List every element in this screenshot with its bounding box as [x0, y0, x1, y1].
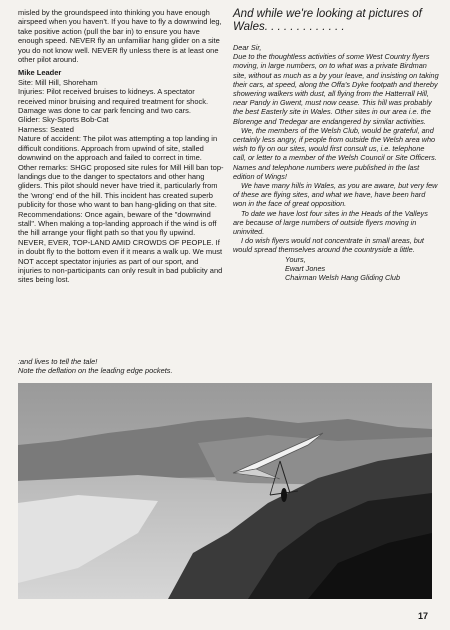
- report-remarks: Other remarks: SHGC proposed site rules for Mill Hill ban top-landings due to the danger to spectators and other hang gliders. This pilot should never have tried it, particularly from the 'wrong' end of the hill. This incident has created superb publicity for those who want to ban hang-gliding on that site.: [18, 162, 224, 210]
- report-heading: Mike Leader: [18, 68, 62, 78]
- caption-line-1: :and lives to tell the tale!: [18, 357, 98, 366]
- photo-caption: [18, 357, 238, 375]
- left-column: [18, 8, 224, 285]
- report-recommendations: Recommendations: Once again, beware of the "downwind stall". When making a top-landing approach if the wind is off the hill arrange your flight path so that you fly upwind. NEVER, EVER, TOP-LAND AMID CROWDS OF PEOPLE. If in doubt fly to the bottom even if it means a walk up. We must NOT accept spectator injuries as part of our sport, and injuries to non-participants can only result in bad publicity and sites being lost.: [18, 209, 223, 285]
- letter-paragraph-2: We, the members of the Welsh Club, would be grateful, and certainly less angry, if people from outside the Welsh area who wish to fly on our sites, would first consult us, i.e. telephone call, or letter to a member of the Welsh Council or Site Officers. Names and telephone numbers were published in the last edition of Wings!: [233, 125, 437, 181]
- photo-illustration: [18, 383, 432, 599]
- letter-paragraph-4: To date we have lost four sites in the Heads of the Valleys are because of large numbers of outside flyers moving in uninvited.: [233, 208, 428, 237]
- letter-signature: Ewart Jones: [285, 263, 326, 273]
- letter-paragraph-1: Due to the thoughtless activities of some West Country flyers moving, in large numbers, on to what was a private Birdman site, without as much as a by your leave, and insisting on taking their cars, at speed, along the Offa's Dyke footpath and thereby showering walkers with dust, all flying from the Hatterrall Hill, near Pandy in Gwent, must now cease. This hill was probably the best Easterly site in Wales. Other sites in our area i.e. the Blorenge and Tredegar are endangered by similar activities.: [233, 52, 439, 126]
- report-harness: Harness: Seated: [18, 124, 74, 134]
- report-site: Site: Mill Hill, Shoreham: [18, 77, 98, 87]
- letter-closing: Yours,: [285, 254, 306, 264]
- letter-salutation: Dear Sir,: [233, 43, 262, 52]
- hang-glider-photo: [18, 383, 432, 599]
- intro-paragraph: misled by the groundspeed into thinking you have enough airspeed when you haven't. If you have to fly a downwind leg, take positive action (pull the bar in) to ensure you have enough speed. NEVER fly an unfamiliar hang glider on a site you do not know well. NEVER fly unless there is at least one other pilot around.: [18, 8, 222, 65]
- report-nature: Nature of accident: The pilot was attempting a top landing in difficult conditions. Approach from upwind of site, stalled downwind on the approach and failed to correct in time.: [18, 134, 218, 163]
- letter-signature-title: Chairman Welsh Hang Gliding Club: [285, 273, 401, 283]
- letter-title: And while we're looking at pictures of Wales. . . . . . . . . . . . .: [233, 8, 422, 33]
- report-injuries: Injuries: Pilot received bruises to kidneys. A spectator received minor bruising and required treatment for shock. Damage was done to car park fencing and two cars.: [18, 87, 209, 116]
- caption-line-2: Note the deflation on the leading edge pockets.: [18, 366, 173, 376]
- right-column: [233, 8, 439, 282]
- page-number: 17: [418, 611, 429, 621]
- report-glider: Glider: Sky-Sports Bob-Cat: [18, 115, 109, 125]
- letter-paragraph-5: I do wish flyers would not concentrate in small areas, but would spread themselves around the countryside a little.: [233, 236, 424, 255]
- letter-paragraph-3: We have many hills in Wales, as you are aware, but very few of these are flying sites, and what we have, have been hard won in the face of great opposition.: [233, 181, 438, 209]
